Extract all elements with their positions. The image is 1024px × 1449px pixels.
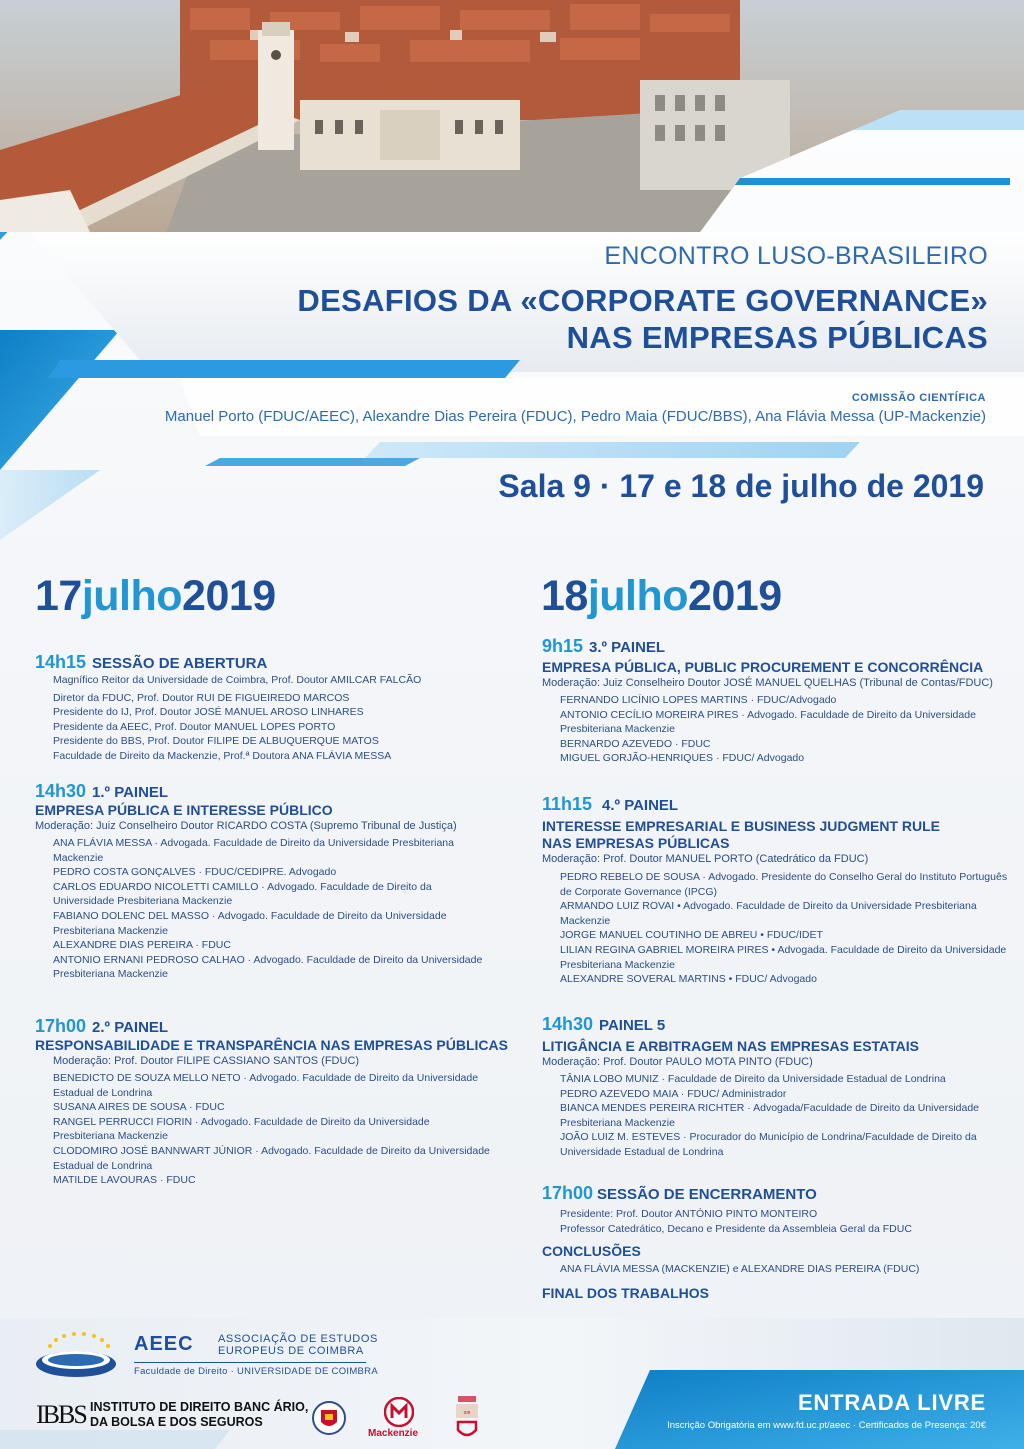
day2-year: 2019 [688,572,782,620]
committee-label: COMISSÃO CIENTÍFICA [851,392,986,404]
session-item: Presidente do IJ, Prof. Doutor JOSÉ MANUEL AROSO LINHARES [53,706,364,719]
day1-year: 2019 [182,572,276,620]
panel-speaker: ALEXANDRE DIAS PEREIRA · FDUC [53,939,231,952]
panel-speaker: ALEXANDRE SOVERAL MARTINS • FDUC/ Advogado [560,973,817,986]
panel-speaker: BERNARDO AZEVEDO · FDUC [560,737,711,750]
session-item: Presidente: Prof. Doutor ANTÓNIO PINTO MONTEIRO [560,1208,818,1220]
day1-month: julho [81,572,183,620]
panel-title: EMPRESA PÚBLICA E INTERESSE PÚBLICO [35,802,333,818]
registration-info: Inscrição Obrigatória em www.fd.uc.pt/aeec · Certificados de Presença: 20€ [667,1420,986,1431]
session-label: 1.º PAINEL [92,784,169,801]
panel-speaker: CARLOS EDUARDO NICOLETTI CAMILLO · Advogado. Faculdade de Direito da Universidade Presbiteriana Mackenzie [53,880,432,908]
day2-day: 18 [541,572,588,620]
panel-speaker: MATILDE LAVOURAS · FDUC [53,1174,196,1187]
session-time: 17h00 [542,1183,594,1203]
panel-title-line1: INTERESSE EMPRESARIAL E BUSINESS JUDGMENT RULE [542,818,941,834]
panel-speaker: PEDRO REBELO DE SOUSA · Advogado. Presidente do Conselho Geral do Instituto Português de Corporate Governance (IPCG) [560,871,1008,898]
session-time: 17h00 [35,1016,87,1036]
panel-speaker: ARMANDO LUIZ ROVAI • Advogado. Faculdade de Direito da Universidade Presbiteriana Mackenzie [560,900,977,927]
session-label: 4.º PAINEL [602,797,679,814]
session-item: Presidente da AEEC, Prof. Doutor MANUEL LOPES PORTO [53,720,336,733]
aeec-association-name [218,1333,378,1357]
session-label: SESSÃO DE ABERTURA [92,655,268,672]
session-time: 14h15 [35,652,87,672]
event-pre-title: ENCONTRO LUSO-BRASILEIRO [604,242,988,270]
aeec-wordmark: AEEC [134,1333,194,1355]
committee-names: Manuel Porto (FDUC/AEEC), Alexandre Dias Pereira (FDUC), Pedro Maia (FDUC/BBS), Ana Flávia Messa (UP-Mackenzie) [164,408,986,425]
panel-speaker: JORGE MANUEL COUTINHO DE ABREU • FDUC/IDET [560,929,823,942]
panel-moderation: Moderação: Juiz Conselheiro Doutor JOSÉ MANUEL QUELHAS (Tribunal de Contas/FDUC) [542,677,993,689]
bbs-line1: INSTITUTO DE DIREITO BANC ÁRIO, [90,1400,309,1414]
university-crest-icon [312,1396,346,1440]
footer-divider [134,1362,366,1363]
panel-speaker: PEDRO AZEVEDO MAIA · FDUC/ Administrador [560,1087,787,1100]
panel-title: EMPRESA PÚBLICA, PUBLIC PROCUREMENT E CONCORRÊNCIA [542,659,984,675]
session-time: 9h15 [542,636,584,656]
panel-moderation: Moderação: Juiz Conselheiro Doutor RICARDO COSTA (Supremo Tribunal de Justiça) [35,820,457,832]
panel-speaker: RANGEL PERRUCCI FIORIN · Advogado. Faculdade de Direito da Universidade Presbiteriana Mackenzie [53,1115,430,1143]
panel-title-line2: NAS EMPRESAS PÚBLICAS [542,835,730,851]
session-item: Magnífico Reitor da Universidade de Coimbra, Prof. Doutor AMILCAR FALCÃO [53,674,422,686]
panel-speaker: FERNANDO LICÍNIO LOPES MARTINS · FDUC/Advogado [560,694,837,706]
mackenzie-wordmark: Mackenzie [368,1428,419,1439]
event-title-line1: DESAFIOS DA «CORPORATE GOVERNANCE» [297,283,988,318]
faculty-name: Faculdade de Direito · UNIVERSIDADE DE COIMBRA [134,1366,378,1377]
panel-speaker: BENEDICTO DE SOUZA MELLO NETO · Advogado. Faculdade de Direito da Universidade Estadual de Londrina [53,1072,479,1099]
session-item: Presidente do BBS, Prof. Doutor FILIPE DE ALBUQUERQUE MATOS [53,735,379,748]
day1-day: 17 [35,572,82,620]
bbs-logo-icon: IBBS [36,1400,86,1429]
session-header [35,782,515,802]
day2-panel-3 [542,637,1012,766]
session-item: Faculdade de Direito da Mackenzie, Prof.ª Doutora ANA FLÁVIA MESSA [53,749,392,762]
bbs-line2: DA BOLSA E DOS SEGUROS [90,1415,263,1429]
panel-title: RESPONSABILIDADE E TRANSPARÊNCIA NAS EMPRESAS PÚBLICAS [35,1037,508,1053]
session-item: Professor Catedrático, Decano e Presidente da Assembleia Geral da FDUC [560,1222,912,1235]
panel-speaker: CLODOMIRO JOSÉ BANNWART JÚNIOR · Advogado. Faculdade de Direito da Universidade Estadual de Londrina [53,1144,490,1172]
bbs-institute-name [90,1400,308,1430]
assoc-line1: ASSOCIAÇÃO DE ESTUDOS [218,1333,378,1345]
panel-speaker: PEDRO COSTA GONÇALVES · FDUC/CEDIPRE. Advogado [53,866,337,879]
session-header [542,637,1012,657]
session-time: 14h30 [542,1014,594,1034]
session-header [542,1015,1012,1035]
panel-title: LITIGÂNCIA E ARBITRAGEM NAS EMPRESAS ESTATAIS [542,1038,919,1054]
session-header [542,795,1012,815]
panel-speaker: ANTONIO ERNANI PEDROSO CALHAO · Advogado. Faculdade de Direito da Universidade Presbiteriana Mackenzie [53,953,483,981]
day2-panel-5 [542,1015,1012,1160]
day1-session-opening [35,653,505,764]
panel-speaker: BIANCA MENDES PEREIRA RICHTER · Advogada/Faculdade de Direito da Universidade Presbiteriana Mackenzie [560,1102,980,1129]
session-time: 11h15 [542,794,593,814]
day1-panel-1 [35,782,515,982]
panel-moderation: Moderação: Prof. Doutor MANUEL PORTO (Catedrático da FDUC) [542,853,869,865]
conclusions-text: ANA FLÁVIA MESSA (MACKENZIE) e ALEXANDRE DIAS PEREIRA (FDUC) [560,1263,920,1276]
session-label: SESSÃO DE ENCERRAMENTO [597,1186,817,1203]
panel-speaker: ANTONIO CECÍLIO MOREIRA PIRES · Advogado. Faculdade de Direito da Universidade Presbiteriana Mackenzie [560,708,976,736]
day2-closing-session [542,1184,1012,1302]
mackenzie-logo-icon [384,1397,414,1427]
free-entry-label: ENTRADA LIVRE [797,1390,986,1415]
panel-speaker: TÂNIA LOBO MUNIZ · Faculdade de Direito da Universidade Estadual de Londrina [560,1073,946,1085]
panel-moderation: Moderação: Prof. Doutor PAULO MOTA PINTO (FDUC) [542,1056,813,1068]
session-label: 2.º PAINEL [92,1019,169,1036]
session-item: Diretor da FDUC, Prof. Doutor RUI DE FIGUEIREDO MARCOS [53,691,350,704]
session-header [35,1017,515,1037]
panel-moderation: Moderação: Prof. Doutor FILIPE CASSIANO SANTOS (FDUC) [53,1055,360,1067]
svg-text:IDB: IDB [463,1410,471,1415]
day1-panel-2 [35,1017,515,1188]
panel-speaker: JOÃO LUIZ M. ESTEVES · Procurador do Município de Londrina/Faculdade de Direito da Universidade Estadual de Londrina [560,1131,977,1158]
aeec-logo-icon [34,1330,124,1380]
event-title-line2: NAS EMPRESAS PÚBLICAS [566,320,988,355]
final-label: FINAL DOS TRABALHOS [542,1284,709,1301]
panel-speaker: MIGUEL GORJÃO-HENRIQUES · FDUC/ Advogado [560,752,805,765]
panel-speaker: FABIANO DOLENC DEL MASSO · Advogado. Faculdade de Direito da Universidade Presbiteriana Mackenzie [53,909,447,937]
day2-panel-4 [542,795,1012,987]
session-label: 3.º PAINEL [589,639,666,656]
panel-speaker: ANA FLÁVIA MESSA · Advogada. Faculdade de Direito da Universidade Presbiteriana Mackenzie [53,837,454,864]
panel-speaker: SUSANA AIRES DE SOUSA · FDUC [53,1101,225,1114]
conclusions-label: CONCLUSÕES [542,1243,641,1260]
session-header [542,1184,1012,1204]
session-header [35,653,505,673]
day2-month: julho [587,572,689,620]
event-venue-date: Sala 9 · 17 e 18 de julho de 2019 [498,468,984,504]
session-label: PAINEL 5 [599,1017,666,1034]
session-time: 14h30 [35,781,87,801]
institute-crest-icon [452,1394,482,1442]
panel-speaker: LILIAN REGINA GABRIEL MOREIRA PIRES • Advogada. Faculdade de Direito da Universidade Presbiteriana Mackenzie [560,943,1007,971]
assoc-line2: EUROPEUS DE COIMBRA [218,1345,364,1357]
day1-heading [35,572,276,621]
day2-heading [541,572,782,621]
